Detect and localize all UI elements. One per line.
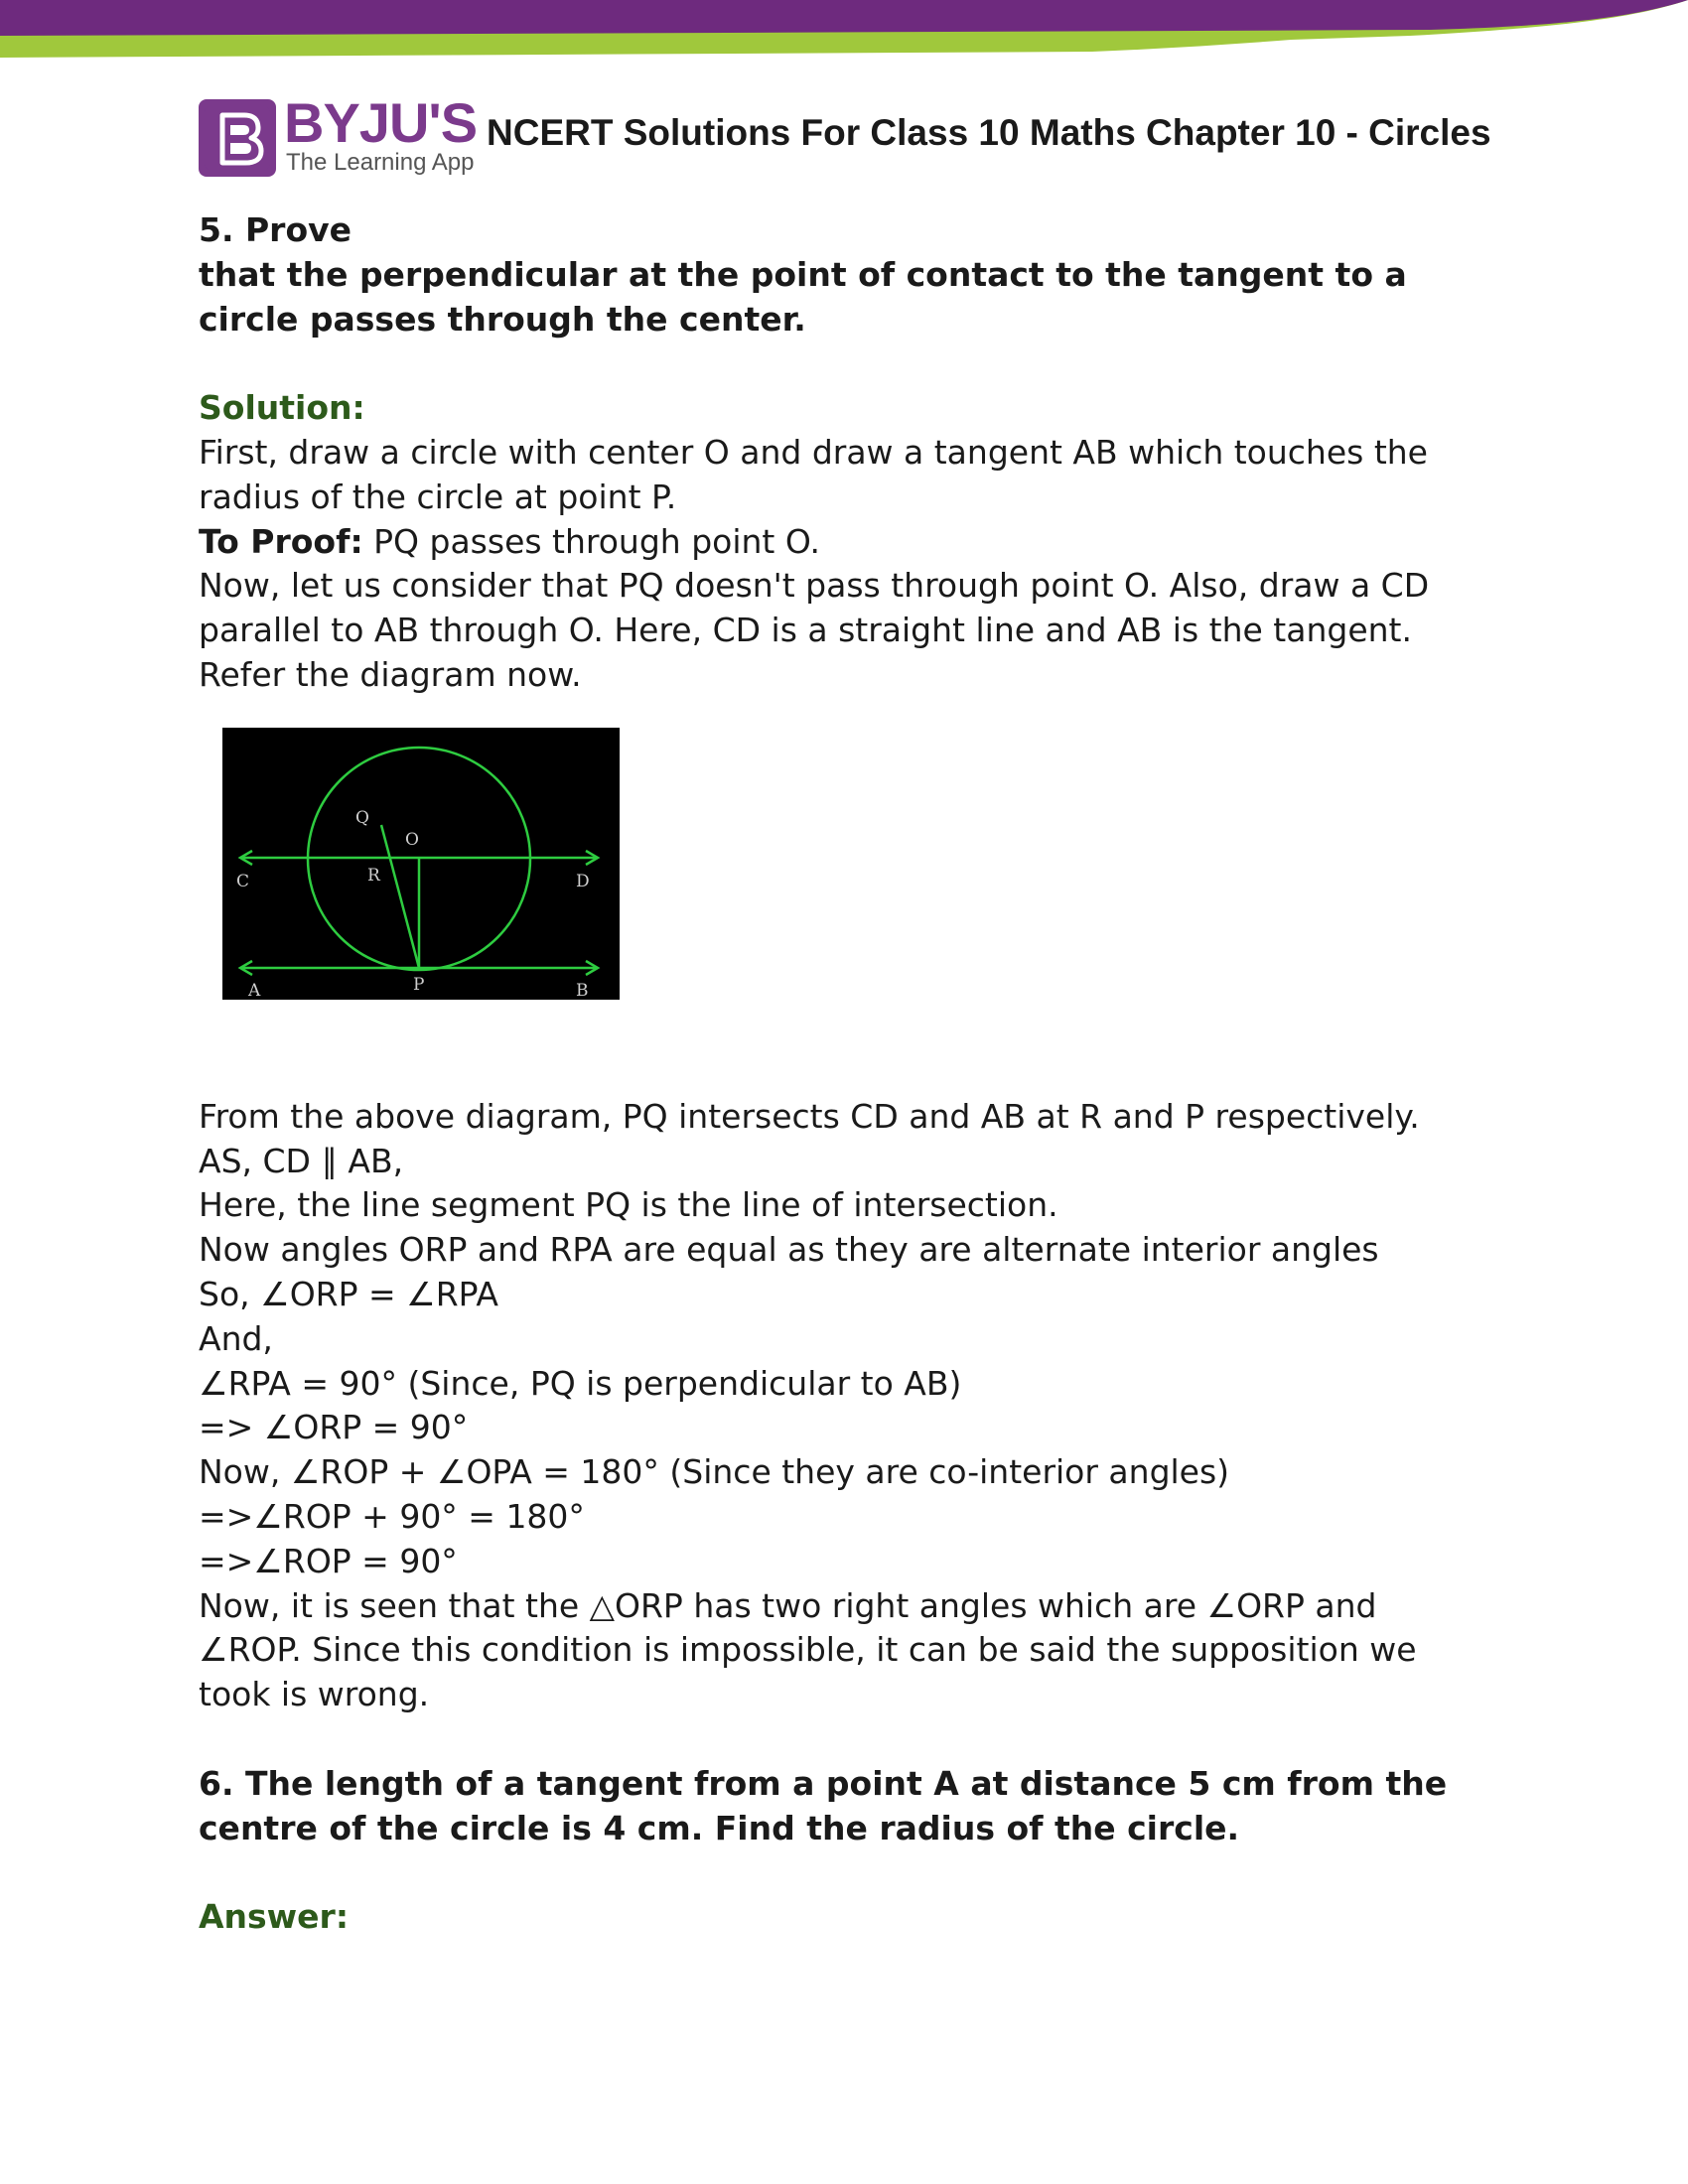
question-6-line-1: 6. The length of a tangent from a point A at distance 5 cm from the <box>199 1763 1448 1803</box>
label-b: B <box>576 980 589 1000</box>
solution-paragraph-1-line-2: radius of the circle at point P. <box>199 477 677 516</box>
solution-paragraph-2-line-2: parallel to AB through O. Here, CD is a straight line and AB is the tangent. <box>199 611 1412 650</box>
answer-heading: Answer: <box>199 1897 350 1937</box>
solution-step-line: ∠ROP. Since this condition is impossible, it can be said the supposition we <box>199 1630 1417 1670</box>
solution-step-line: From the above diagram, PQ intersects CD and AB at R and P respectively. <box>199 1096 1420 1136</box>
solution-heading: Solution: <box>199 388 365 428</box>
solution-step-line: took is wrong. <box>199 1675 430 1714</box>
solution-step-line: ∠RPA = 90° (Since, PQ is perpendicular to AB) <box>199 1363 962 1403</box>
solution-step-line: Here, the line segment PQ is the line of intersection. <box>199 1185 1058 1225</box>
label-c: C <box>236 871 250 891</box>
solution-step-line: Now, it is seen that the △ORP has two right angles which are ∠ORP and <box>199 1585 1377 1625</box>
to-proof-line <box>199 520 1489 565</box>
page-header <box>199 91 1549 181</box>
solution-paragraph-2-line-3: Refer the diagram now. <box>199 654 582 694</box>
document-title: NCERT Solutions For Class 10 Maths Chapter 10 - Circles <box>487 112 1491 153</box>
solution-step-line: AS, CD ∥ AB, <box>199 1141 404 1180</box>
solution-steps <box>199 1095 1489 1717</box>
label-a: A <box>248 980 261 1000</box>
question-5-line-3: circle passes through the center. <box>199 299 806 339</box>
solution-step-line: Now, ∠ROP + ∠OPA = 180° (Since they are co-interior angles) <box>199 1452 1230 1492</box>
solution-paragraph-2-line-1: Now, let us consider that PQ doesn't pass through point O. Also, draw a CD <box>199 566 1430 606</box>
solution-step-line: =>∠ROP = 90° <box>199 1541 458 1580</box>
to-proof-text: PQ passes through point O. <box>362 521 820 561</box>
label-r: R <box>367 865 380 886</box>
solution-paragraph-1-line-1: First, draw a circle with center O and draw a tangent AB which touches the <box>199 432 1428 472</box>
top-decorative-band <box>0 0 1688 60</box>
brand-name: BYJU'S <box>284 91 478 154</box>
label-q: Q <box>355 807 369 828</box>
label-o: O <box>405 829 419 850</box>
label-d: D <box>576 871 590 891</box>
brand-tagline: The Learning App <box>286 149 475 176</box>
question-6-line-2: centre of the circle is 4 cm. Find the radius of the circle. <box>199 1808 1240 1847</box>
label-p: P <box>413 974 425 995</box>
diagram-container <box>199 698 1489 1095</box>
page-content <box>199 208 1489 1940</box>
to-proof-label: To Proof: <box>199 521 363 561</box>
byjus-logo-icon <box>199 99 276 177</box>
solution-step-line: And, <box>199 1318 273 1358</box>
question-5-line-1: 5. Prove <box>199 210 352 249</box>
question-5-line-2: that the perpendicular at the point of contact to the tangent to a <box>199 254 1407 294</box>
solution-step-line: So, ∠ORP = ∠RPA <box>199 1274 499 1313</box>
solution-step-line: Now angles ORP and RPA are equal as they are alternate interior angles <box>199 1230 1379 1270</box>
circle-tangent-diagram <box>222 728 620 1000</box>
solution-step-line: =>∠ROP + 90° = 180° <box>199 1496 585 1536</box>
solution-step-line: => ∠ORP = 90° <box>199 1408 469 1447</box>
